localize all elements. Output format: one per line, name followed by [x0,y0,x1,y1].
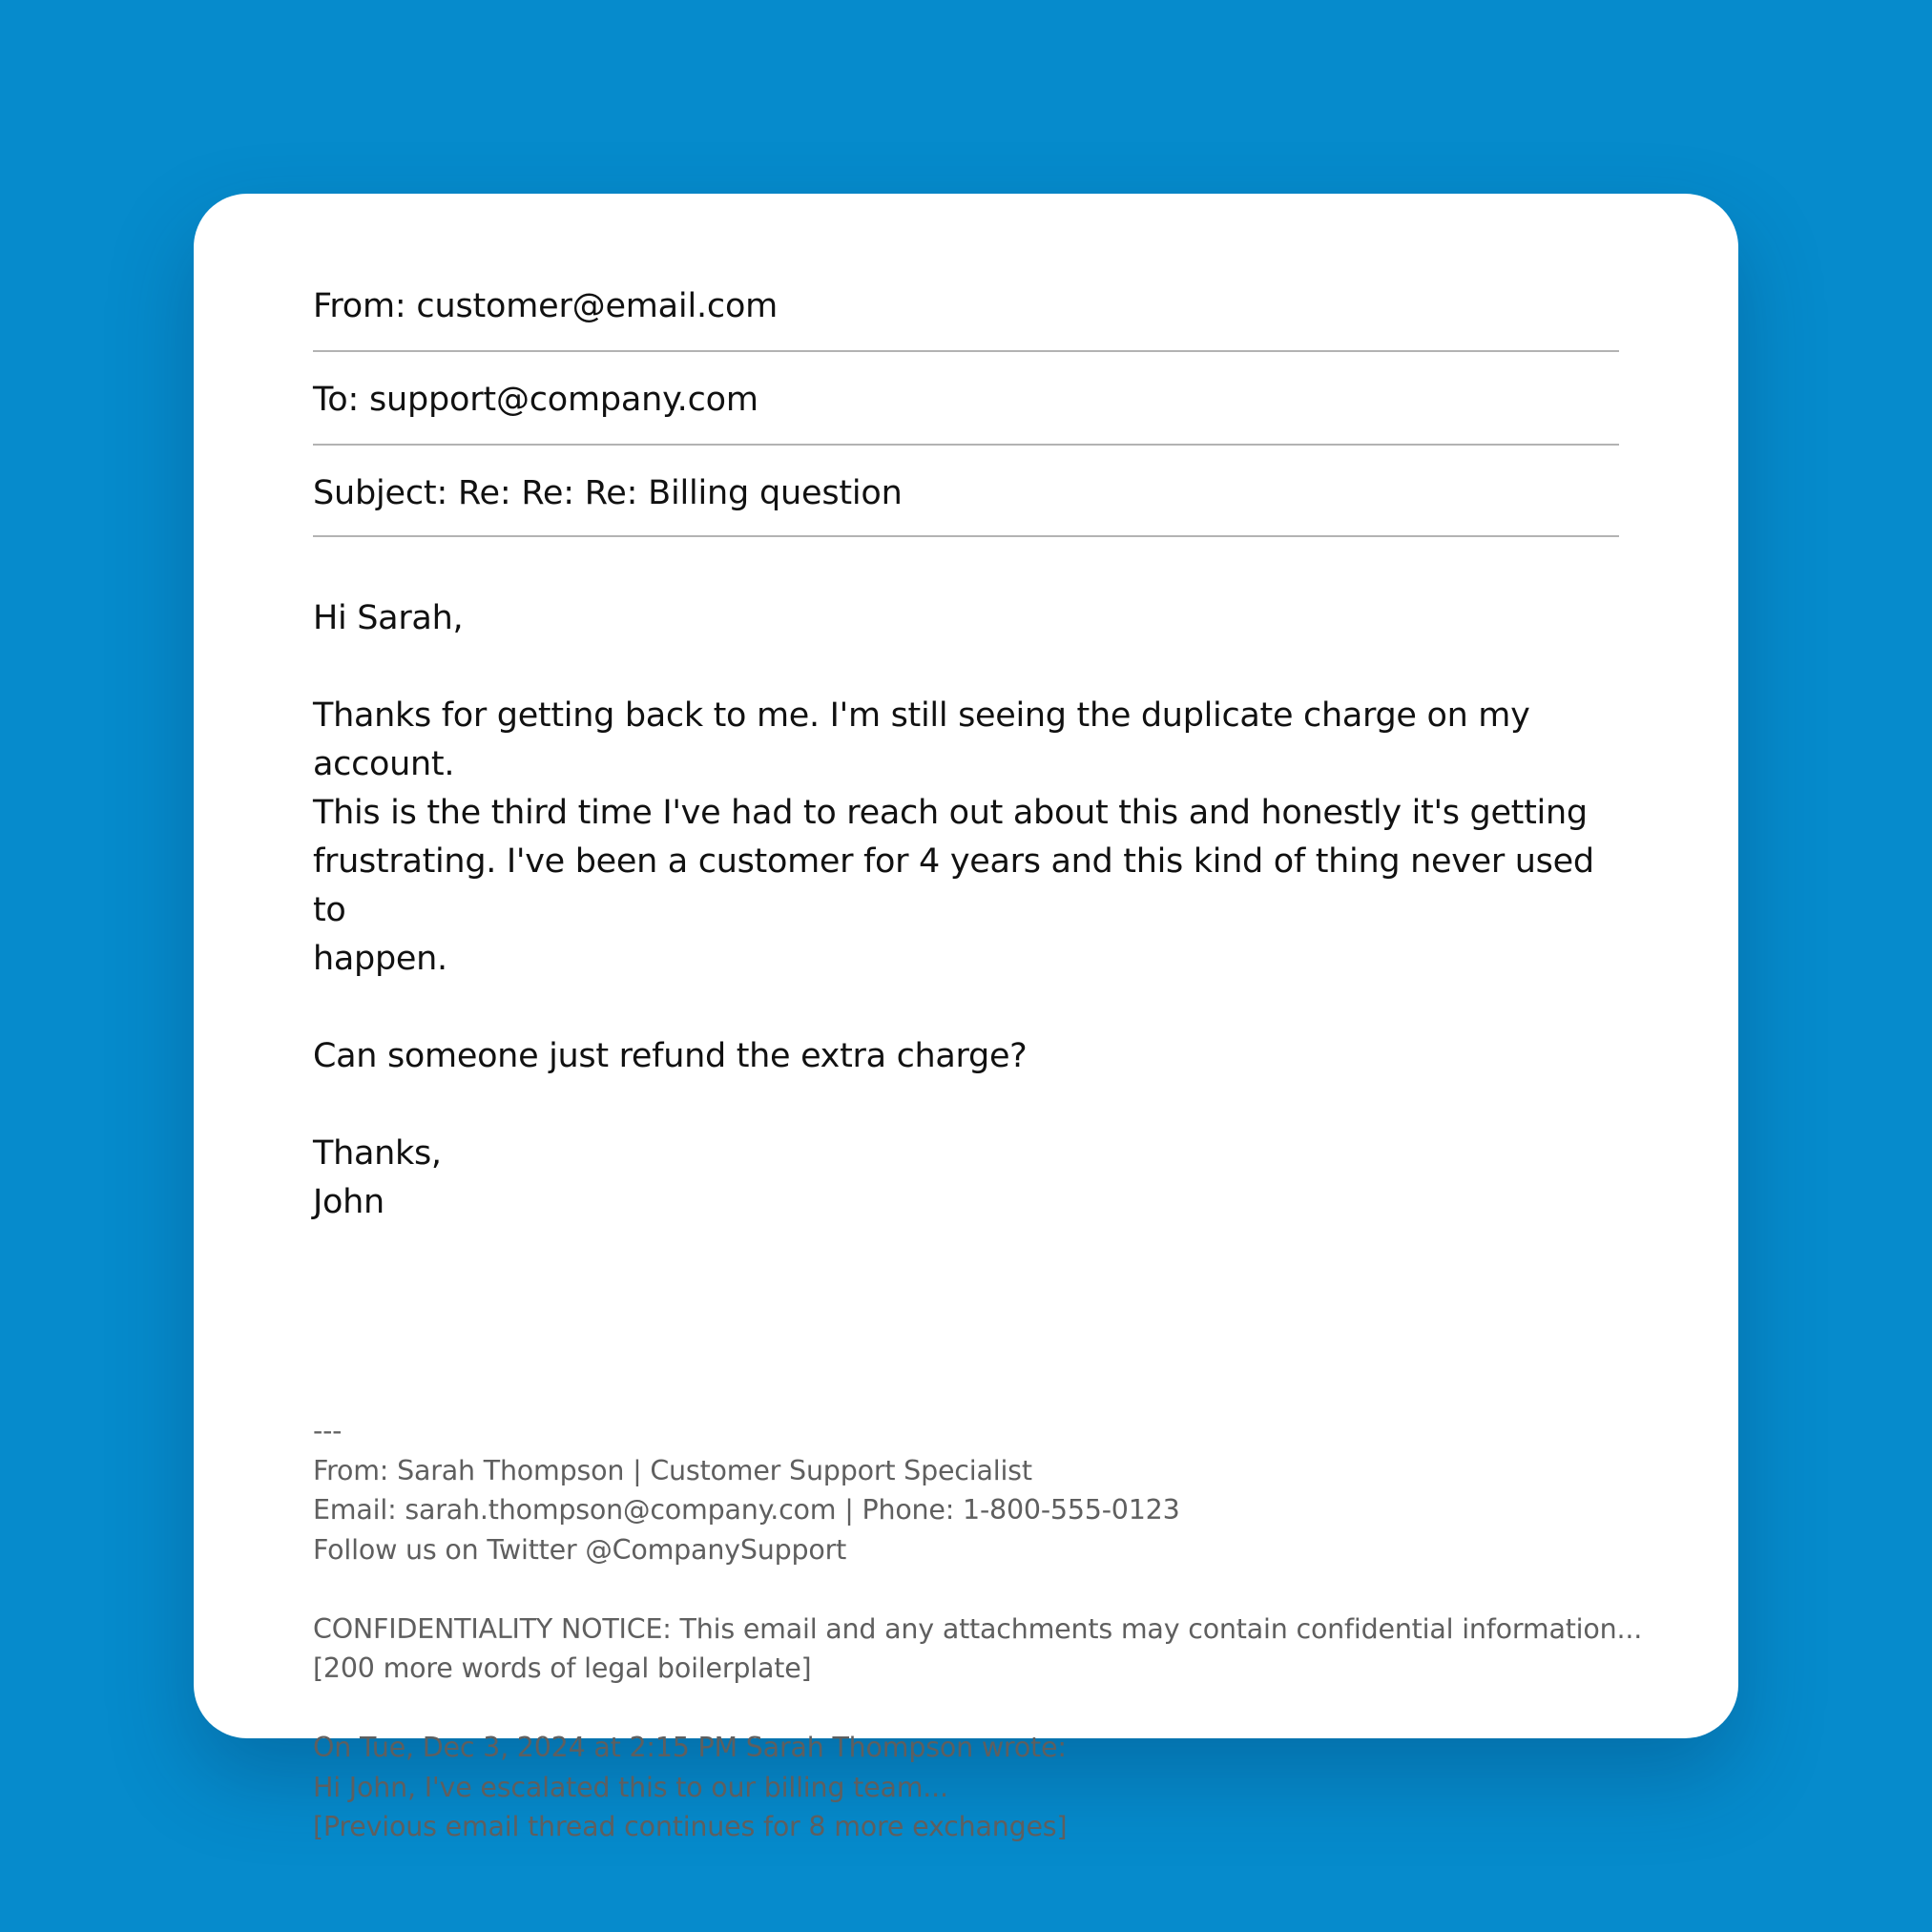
request-line: Can someone just refund the extra charge? [313,1037,1028,1075]
from-row [313,287,1619,352]
body-line: account. [313,745,455,783]
paragraph-gap [313,643,1619,692]
body-line: This is the third time I've had to reach out about this and honestly it's getting [313,794,1588,832]
from-line: From: customer@email.com [313,287,779,325]
signature-block [313,1411,1643,1847]
subject-row [313,474,1619,537]
to-row [313,381,1619,446]
signature-from: From: Sarah Thompson | Customer Support Specialist [313,1454,1032,1486]
sender-name: John [313,1183,384,1221]
body-line: Thanks for getting back to me. I'm still seeing the duplicate charge on my [313,696,1530,735]
quoted-header: On Tue, Dec 3, 2024 at 2:15 PM Sarah Thompson wrote: [313,1732,1067,1763]
signature-gap [313,1689,1619,1729]
quoted-more: [Previous email thread continues for 8 more exchanges] [313,1811,1068,1842]
email-body [313,594,1619,1227]
body-line: frustrating. I've been a customer for 4 years and this kind of thing never used to [313,842,1594,929]
body-line: happen. [313,940,447,978]
to-line: To: support@company.com [313,381,758,419]
confidentiality-notice: CONFIDENTIALITY NOTICE: This email and any attachments may contain confidential information... [313,1612,1643,1645]
quoted-preview: Hi John, I've escalated this to our billing team... [313,1771,948,1803]
paragraph-gap [313,1081,1619,1130]
signature-gap [313,1569,1619,1610]
signature-contact: Email: sarah.thompson@company.com | Phone: 1-800-555-0123 [313,1494,1180,1526]
closing: Thanks, [313,1134,442,1173]
confidentiality-more: [200 more words of legal boilerplate] [313,1652,812,1684]
signature-social: Follow us on Twitter @CompanySupport [313,1533,847,1566]
greeting: Hi Sarah, [313,599,464,637]
paragraph-gap [313,984,1619,1032]
signature-separator: --- [313,1415,343,1446]
subject-line: Subject: Re: Re: Re: Billing question [313,474,903,512]
email-card [194,194,1738,1842]
